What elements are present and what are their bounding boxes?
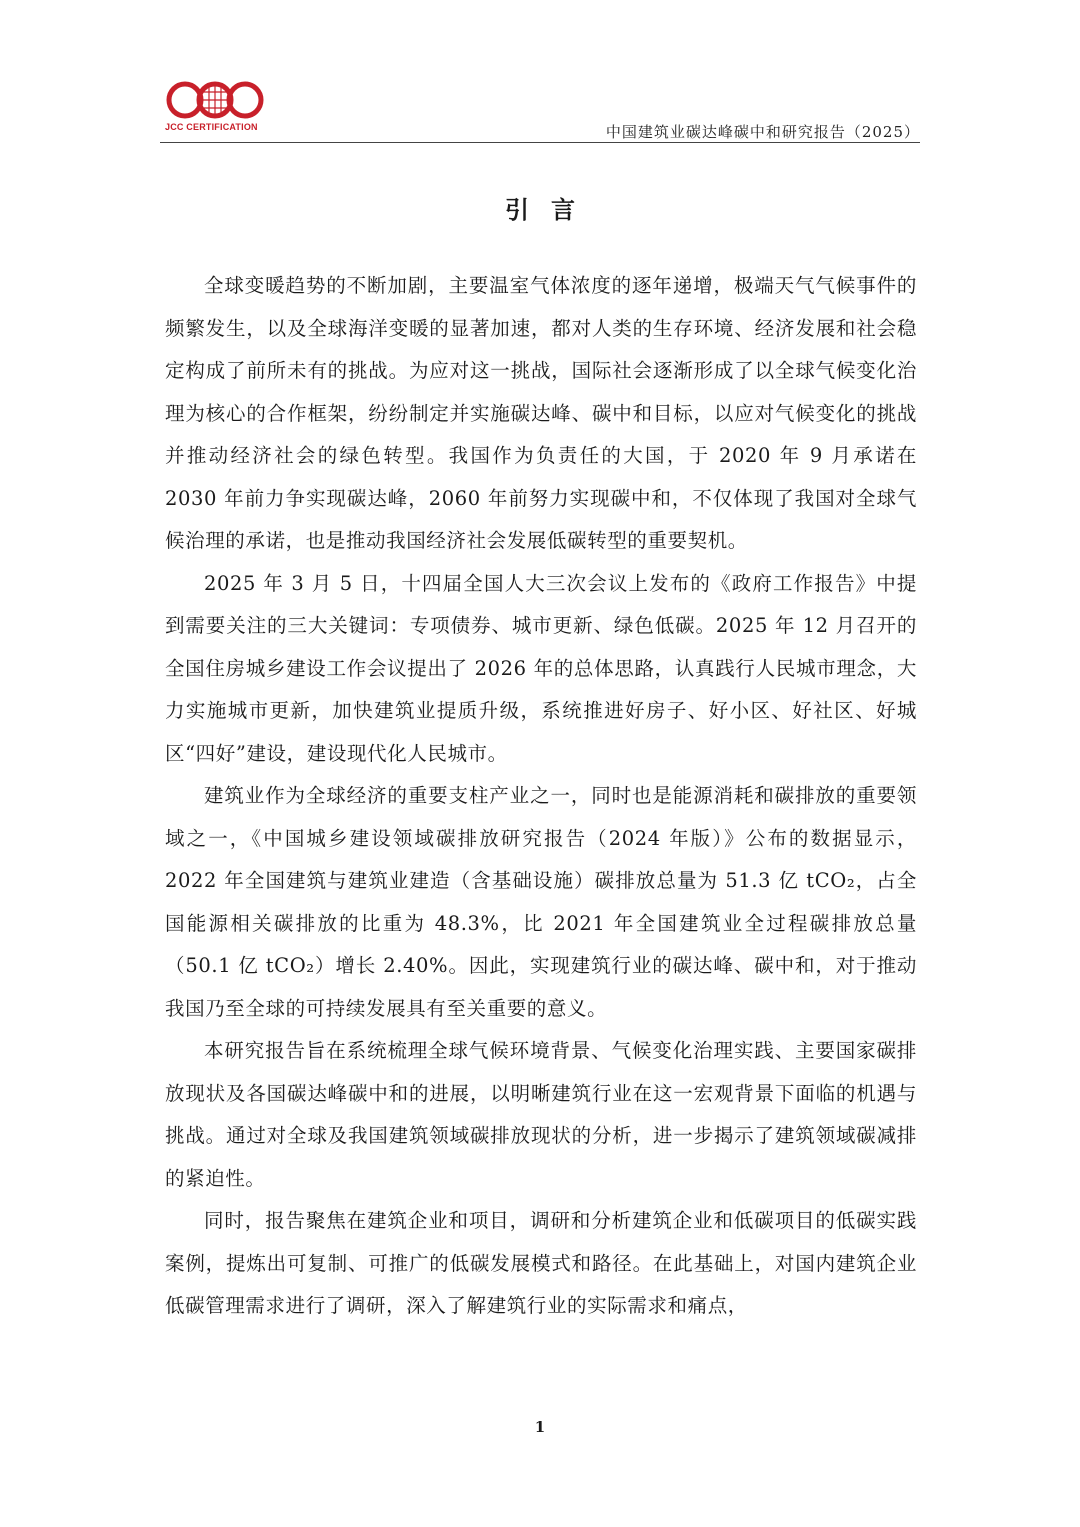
header-divider [160, 142, 920, 143]
paragraph: 建筑业作为全球经济的重要支柱产业之一，同时也是能源消耗和碳排放的重要领域之一，《中国城乡建设领域碳排放研究报告（2024 年版）》公布的数据显示，2022 年全国建筑与建筑业建造（含基础设施）碳排放总量为 51.3 亿 tCO₂，占全国能源相关碳排放的比重为 48.3%，比 2021 年全国建筑业全过程碳排放总量（50.1 亿 tCO₂）增长 2.40%。因此，实现建筑行业的碳达峰、碳中和，对于推动我国乃至全球的可持续发展具有至关重要的意义。 [165, 784, 917, 1020]
paragraph: 同时，报告聚焦在建筑企业和项目，调研和分析建筑企业和低碳项目的低碳实践案例，提炼出可复制、可推广的低碳发展模式和路径。在此基础上，对国内建筑企业低碳管理需求进行了调研，深入了解建筑行业的实际需求和痛点， [165, 1209, 917, 1317]
page-number: 1 [534, 1418, 546, 1436]
logo-rings-icon [165, 80, 265, 120]
paragraph: 本研究报告旨在系统梳理全球气候环境背景、气候变化治理实践、主要国家碳排放现状及各国碳达峰碳中和的进展，以明晰建筑行业在这一宏观背景下面临的机遇与挑战。通过对全球及我国建筑领域碳排放现状的分析，进一步揭示了建筑领域碳减排的紧迫性。 [165, 1039, 917, 1190]
paragraph: 2025 年 3 月 5 日，十四届全国人大三次会议上发布的《政府工作报告》中提到需要关注的三大关键词：专项债券、城市更新、绿色低碳。2025 年 12 月召开的全国住房城乡建设工作会议提出了 2026 年的总体思路，认真践行人民城市理念，大力实施城市更新，加快建筑业提质升级，系统推进好房子、好小区、好社区、好城区“四好”建设，建设现代化人民城市。 [165, 571, 917, 765]
body-text [165, 265, 917, 1328]
report-header-title: 中国建筑业碳达峰碳中和研究报告（2025） [605, 123, 920, 141]
paragraph: 全球变暖趋势的不断加剧，主要温室气体浓度的逐年递增，极端天气气候事件的频繁发生，以及全球海洋变暖的显著加速，都对人类的生存环境、经济发展和社会稳定构成了前所未有的挑战。为应对这一挑战，国际社会逐渐形成了以全球气候变化治理为核心的合作框架，纷纷制定并实施碳达峰、碳中和目标，以应对气候变化的挑战并推动经济社会的绿色转型。我国作为负责任的大国，于 2020 年 9 月承诺在 2030 年前力争实现碳达峰，2060 年前努力实现碳中和，不仅体现了我国对全球气候治理的承诺，也是推动我国经济社会发展低碳转型的重要契机。 [165, 274, 917, 552]
logo-text: JCC CERTIFICATION [165, 122, 258, 132]
page-title: 引言 [505, 195, 597, 224]
jcc-logo [165, 80, 265, 136]
